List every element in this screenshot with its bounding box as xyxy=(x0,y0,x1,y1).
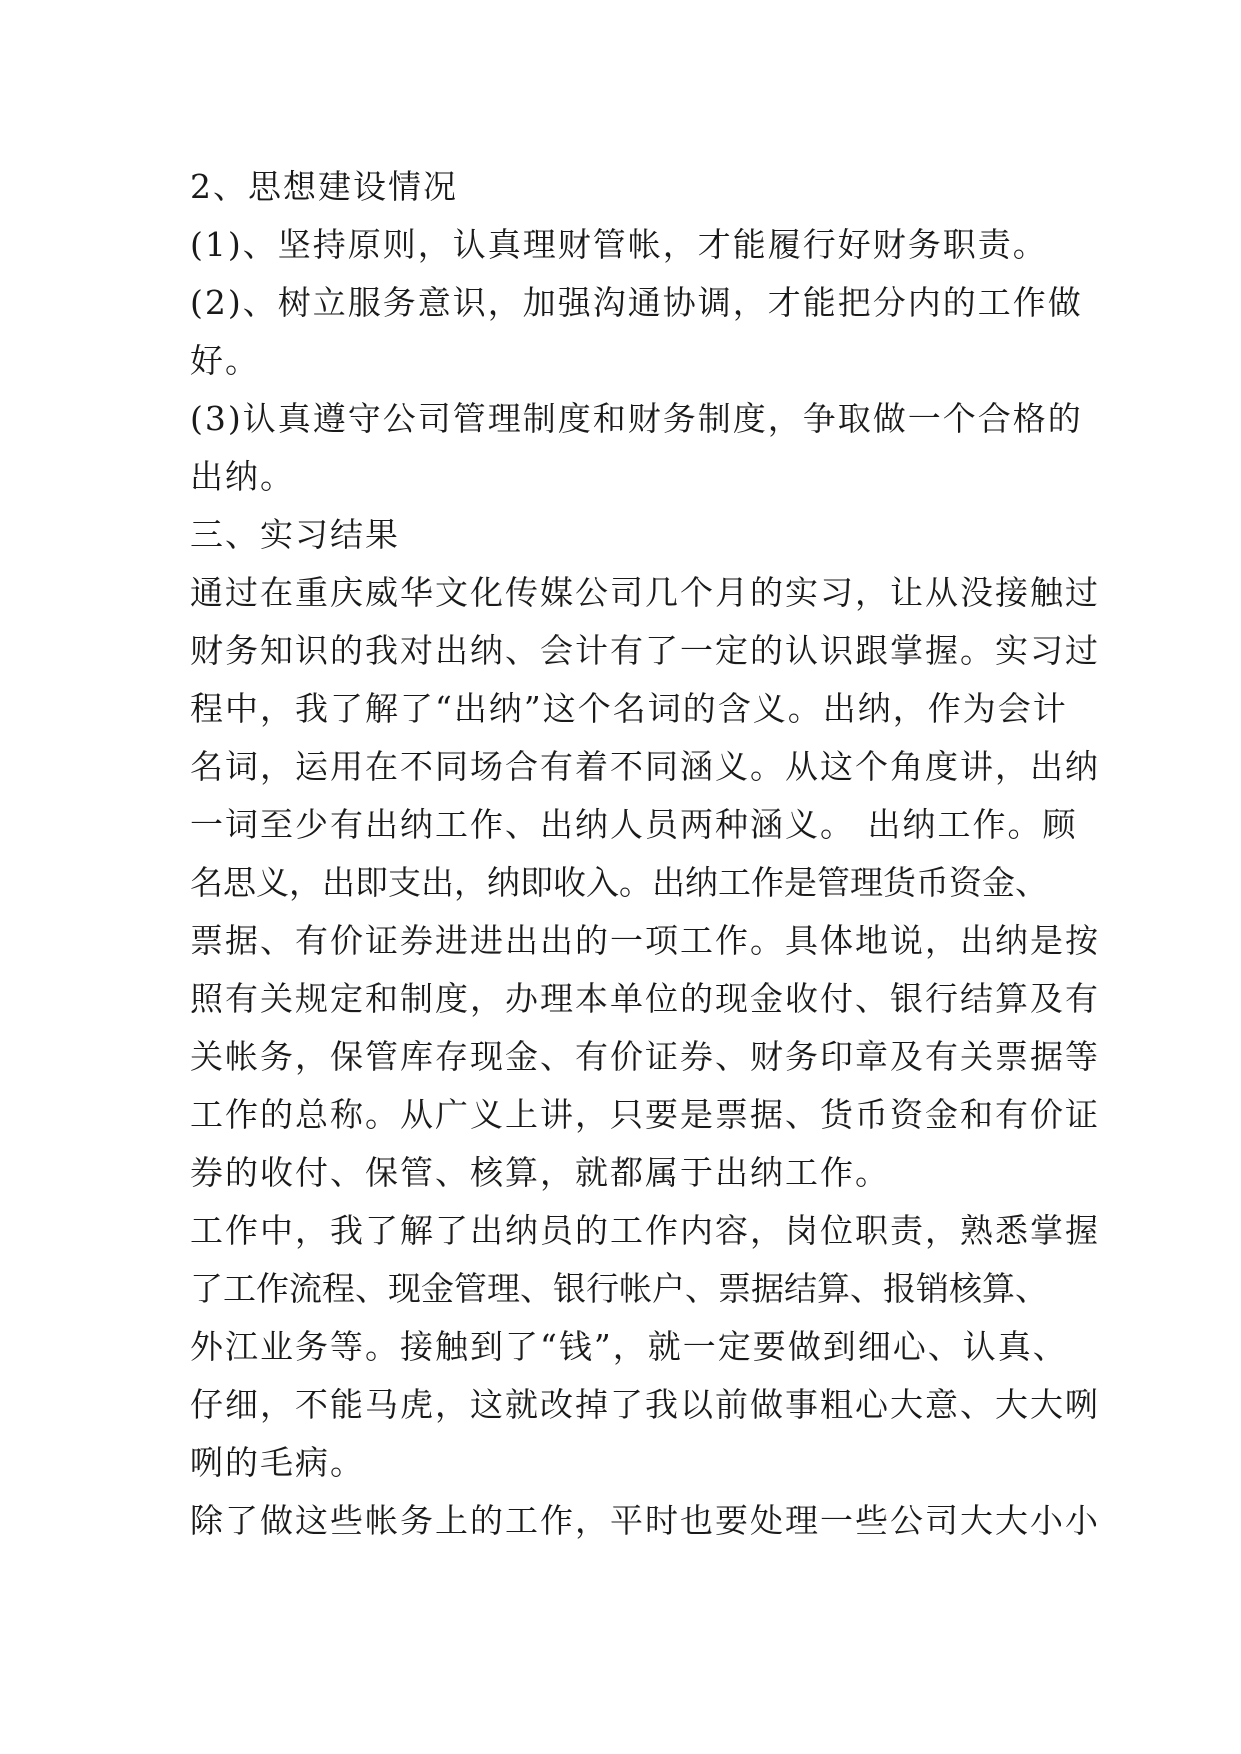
text-line: 名思义，出即支出，纳即收入。出纳工作是管理货币资金、 xyxy=(190,863,1048,902)
text-line: 工作中，我了解了出纳员的工作内容，岗位职责，熟悉掌握 xyxy=(190,1211,1100,1250)
text-line: 工作的总称。从广义上讲，只要是票据、货币资金和有价证 xyxy=(190,1095,1100,1134)
document-body xyxy=(190,158,1100,1550)
text-line: 除了做这些帐务上的工作，平时也要处理一些公司大大小小 xyxy=(190,1501,1100,1540)
text-line: 一词至少有出纳工作、出纳人员两种涵义。 出纳工作。顾 xyxy=(190,805,1078,844)
text-line: 程中，我了解了“出纳”这个名词的含义。出纳，作为会计 xyxy=(190,689,1068,728)
text-line: 外江业务等。接触到了“钱”，就一定要做到细心、认真、 xyxy=(190,1327,1068,1366)
section-heading: 三、实习结果 xyxy=(190,515,400,554)
text-line: 好。 xyxy=(190,341,260,380)
text-line: 名词，运用在不同场合有着不同涵义。从这个角度讲，出纳 xyxy=(190,747,1100,786)
text-line: 关帐务，保管库存现金、有价证券、财务印章及有关票据等 xyxy=(190,1037,1100,1076)
text-line: (2)、树立服务意识，加强沟通协调，才能把分内的工作做 xyxy=(190,283,1083,322)
text-line: 券的收付、保管、核算，就都属于出纳工作。 xyxy=(190,1153,890,1192)
section-heading: 2、思想建设情况 xyxy=(190,167,458,206)
text-line: 了工作流程、现金管理、银行帐户、票据结算、报销核算、 xyxy=(190,1269,1048,1308)
text-line: 财务知识的我对出纳、会计有了一定的认识跟掌握。实习过 xyxy=(190,631,1100,670)
text-line: (3)认真遵守公司管理制度和财务制度，争取做一个合格的 xyxy=(190,399,1083,438)
text-line: 票据、有价证券进进出出的一项工作。具体地说，出纳是按 xyxy=(190,921,1100,960)
text-line: (1)、坚持原则，认真理财管帐，才能履行好财务职责。 xyxy=(190,225,1048,264)
text-line: 仔细，不能马虎，这就改掉了我以前做事粗心大意、大大咧 xyxy=(190,1385,1100,1424)
text-line: 出纳。 xyxy=(190,457,295,496)
text-line: 咧的毛病。 xyxy=(190,1443,365,1482)
text-line: 照有关规定和制度，办理本单位的现金收付、银行结算及有 xyxy=(190,979,1100,1018)
text-line: 通过在重庆威华文化传媒公司几个月的实习，让从没接触过 xyxy=(190,573,1100,612)
